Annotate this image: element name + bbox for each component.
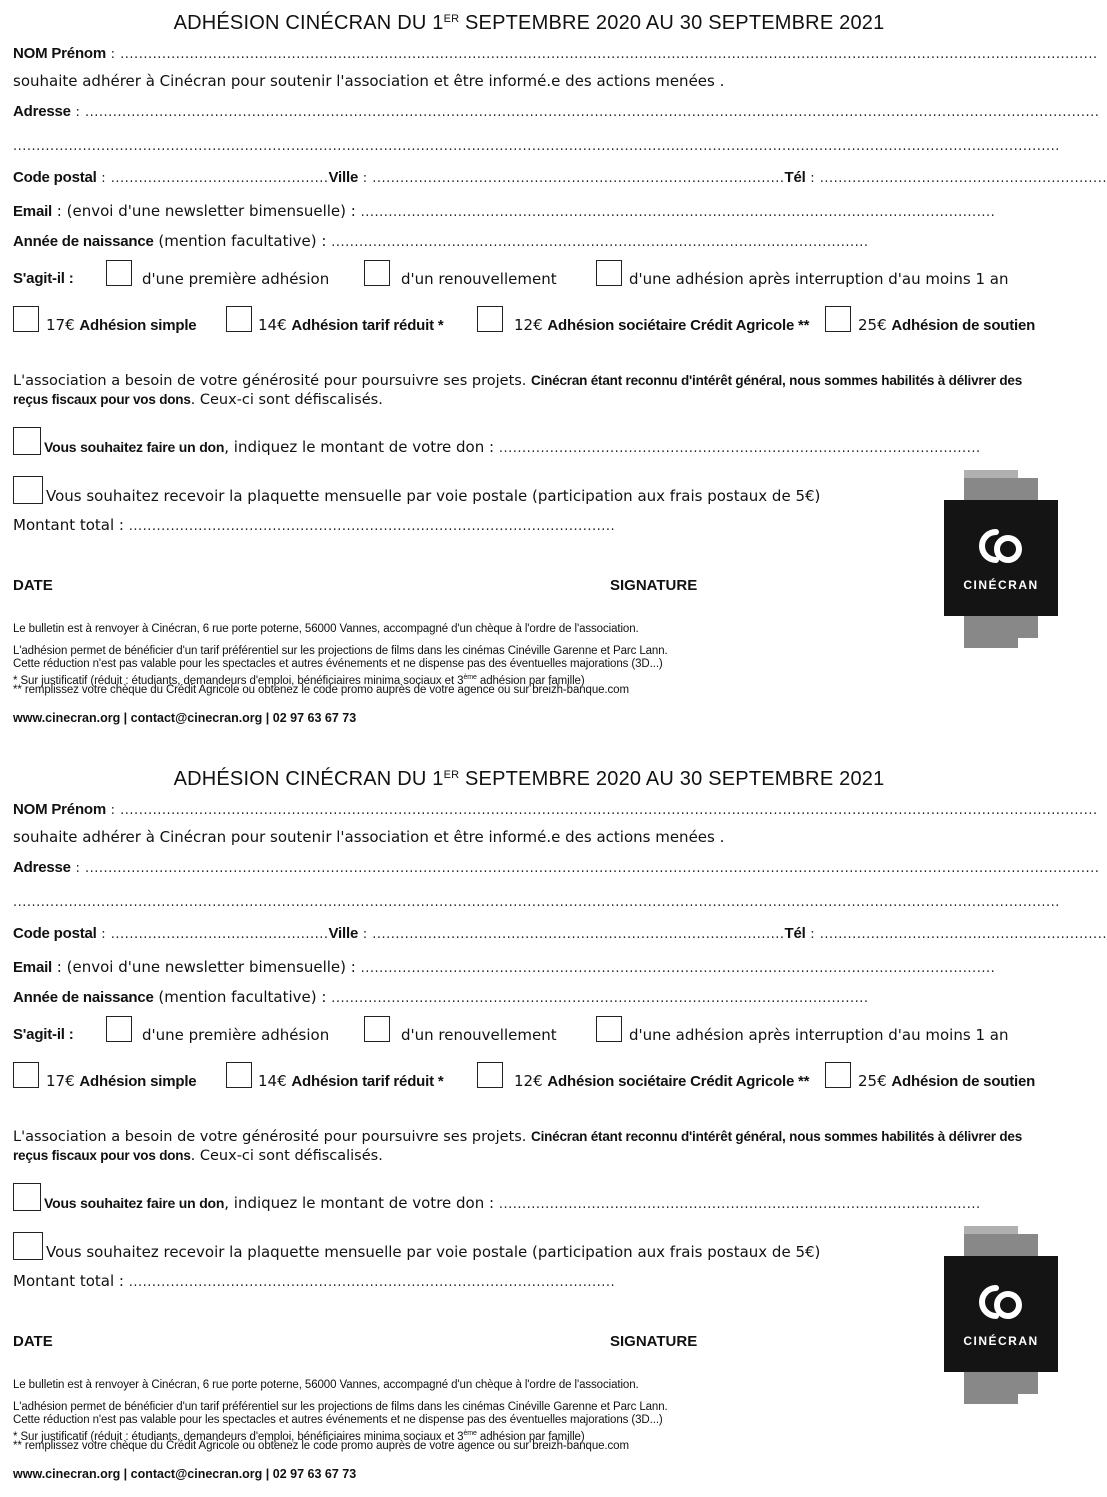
city-field[interactable]: : ......................................................................................... bbox=[358, 171, 785, 186]
total-row: Montant total : ......................................................................................................... bbox=[13, 516, 616, 534]
name-field[interactable]: : ................................................................................................................................................................................................................... bbox=[106, 47, 1098, 62]
donation-amount-field[interactable]: ........................................................................................................ bbox=[498, 1197, 981, 1212]
fee-credit-agricole-label: 12€ Adhésion sociétaire Crédit Agricole ** bbox=[514, 1072, 810, 1090]
email-row bbox=[13, 202, 995, 222]
donation-amount-field[interactable]: ........................................................................................................ bbox=[498, 441, 981, 456]
address-line2[interactable]: .................................................................................................................................................................................................................................. bbox=[13, 139, 1060, 154]
tel-label: Tél bbox=[784, 925, 806, 942]
form-title: ADHÉSION CINÉCRAN DU 1ER SEPTEMBRE 2020 AU 30 SEPTEMBRE 2021 bbox=[173, 12, 885, 34]
fee-support-checkbox[interactable] bbox=[825, 1062, 851, 1088]
email-label: Email bbox=[13, 203, 53, 220]
donation-checkbox[interactable] bbox=[13, 427, 41, 455]
adhere-text: souhaite adhérer à Cinécran pour soutenir l'association et être informé.e des actions menées . bbox=[13, 72, 725, 90]
birth-field[interactable]: .................................................................................................................... bbox=[331, 235, 869, 250]
postal-label: Code postal bbox=[13, 169, 97, 186]
address-row bbox=[13, 102, 1099, 122]
fee-reduced-checkbox[interactable] bbox=[226, 306, 252, 332]
birth-desc: (mention facultative) : bbox=[153, 988, 332, 1006]
generosity-text-2: reçus fiscaux pour vos dons. Ceux-ci sont défiscalisés. bbox=[13, 1148, 383, 1164]
name-row bbox=[13, 44, 1098, 64]
date-label: DATE bbox=[13, 1333, 53, 1350]
contact-info: www.cinecran.org | contact@cinecran.org | 02 97 63 67 73 bbox=[13, 1467, 357, 1481]
first-membership-checkbox[interactable] bbox=[106, 260, 132, 286]
date-label: DATE bbox=[13, 577, 53, 594]
address-field[interactable]: : ........................................................................................................................................................................................................................... bbox=[70, 105, 1100, 120]
signature-label: SIGNATURE bbox=[610, 577, 698, 594]
note-credit-agricole: ** remplissez votre chèque du Crédit Agricole ou obtenez le code promo auprès de votre agence ou sur breizh-banque.com bbox=[13, 684, 629, 696]
renewal-label: d'un renouvellement bbox=[401, 1026, 557, 1044]
address-label: Adresse bbox=[13, 103, 71, 120]
tel-field[interactable]: : .............................................................. bbox=[805, 927, 1107, 942]
note-discount: L'adhésion permet de bénéficier d'un tarif préférentiel sur les projections de films dans les cinémas Cinéville Garenne et Parc Lann. bbox=[13, 645, 668, 657]
cinecran-logo bbox=[944, 1234, 1058, 1404]
total-row: Montant total : ......................................................................................................... bbox=[13, 1272, 616, 1290]
cinecran-logo-icon bbox=[974, 526, 1028, 566]
birth-row bbox=[13, 232, 869, 252]
fee-reduced-checkbox[interactable] bbox=[226, 1062, 252, 1088]
city-label: Ville bbox=[328, 169, 359, 186]
total-field[interactable]: ......................................................................................................... bbox=[128, 1275, 616, 1290]
first-membership-label: d'une première adhésion bbox=[142, 1026, 330, 1044]
generosity-text-2: reçus fiscaux pour vos dons. Ceux-ci sont défiscalisés. bbox=[13, 392, 383, 408]
email-field[interactable]: ......................................................................................................................................... bbox=[360, 961, 996, 976]
newsletter-post-checkbox[interactable] bbox=[13, 1232, 43, 1260]
birth-field[interactable]: .................................................................................................................... bbox=[331, 991, 869, 1006]
note-discount: L'adhésion permet de bénéficier d'un tarif préférentiel sur les projections de films dans les cinémas Cinéville Garenne et Parc Lann. bbox=[13, 1401, 668, 1413]
fee-credit-agricole-checkbox[interactable] bbox=[477, 1062, 503, 1088]
newsletter-post-checkbox[interactable] bbox=[13, 476, 43, 504]
membership-form-top bbox=[0, 0, 1107, 740]
membership-form-bottom bbox=[0, 756, 1107, 1496]
reactivation-label: d'une adhésion après interruption d'au moins 1 an bbox=[629, 270, 1009, 288]
address-row bbox=[13, 858, 1099, 878]
postal-row bbox=[13, 168, 1107, 188]
email-row bbox=[13, 958, 995, 978]
donation-row: Vous souhaitez faire un don, indiquez le montant de votre don : ........................................................................................................ bbox=[44, 1194, 981, 1212]
fee-credit-agricole-label: 12€ Adhésion sociétaire Crédit Agricole ** bbox=[514, 316, 810, 334]
contact-info: www.cinecran.org | contact@cinecran.org | 02 97 63 67 73 bbox=[13, 711, 357, 725]
name-label: NOM Prénom bbox=[13, 801, 107, 818]
donation-checkbox[interactable] bbox=[13, 1183, 41, 1211]
renewal-label: d'un renouvellement bbox=[401, 270, 557, 288]
first-membership-label: d'une première adhésion bbox=[142, 270, 330, 288]
birth-row bbox=[13, 988, 869, 1008]
bulletin-text: Le bulletin est à renvoyer à Cinécran, 6 rue porte poterne, 56000 Vannes, accompagné d'un chèque à l'ordre de l'association. bbox=[13, 623, 639, 635]
postal-row bbox=[13, 924, 1107, 944]
postal-field[interactable]: : ............................................... bbox=[96, 171, 329, 186]
fee-support-label: 25€ Adhésion de soutien bbox=[858, 316, 1036, 334]
donation-row: Vous souhaitez faire un don, indiquez le montant de votre don : ........................................................................................................ bbox=[44, 438, 981, 456]
city-field[interactable]: : ......................................................................................... bbox=[358, 927, 785, 942]
sagit-label: S'agit-il : bbox=[13, 1026, 74, 1043]
address-field[interactable]: : ........................................................................................................................................................................................................................... bbox=[70, 861, 1100, 876]
email-desc: : (envoi d'une newsletter bimensuelle) : bbox=[52, 958, 361, 976]
note-exclusions: Cette réduction n'est pas valable pour les spectacles et autres événements et ne dispense pas des éventuelles majorations (3D...) bbox=[13, 1414, 663, 1426]
generosity-text: L'association a besoin de votre générosité pour poursuivre ses projets. Cinécran étant reconnu d'intérêt général, nous sommes habilités à délivrer des bbox=[13, 1129, 1023, 1145]
postal-field[interactable]: : ............................................... bbox=[96, 927, 329, 942]
fee-simple-label: 17€ Adhésion simple bbox=[46, 316, 197, 334]
reactivation-label: d'une adhésion après interruption d'au moins 1 an bbox=[629, 1026, 1009, 1044]
birth-label: Année de naissance bbox=[13, 989, 154, 1006]
newsletter-post-label: Vous souhaitez recevoir la plaquette mensuelle par voie postale (participation aux frais postaux de 5€) bbox=[46, 487, 821, 505]
note-exclusions: Cette réduction n'est pas valable pour les spectacles et autres événements et ne dispense pas des éventuelles majorations (3D...) bbox=[13, 658, 663, 670]
name-label: NOM Prénom bbox=[13, 45, 107, 62]
name-row bbox=[13, 800, 1098, 820]
fee-support-checkbox[interactable] bbox=[825, 306, 851, 332]
reactivation-checkbox[interactable] bbox=[596, 1016, 622, 1042]
signature-label: SIGNATURE bbox=[610, 1333, 698, 1350]
email-desc: : (envoi d'une newsletter bimensuelle) : bbox=[52, 202, 361, 220]
reactivation-checkbox[interactable] bbox=[596, 260, 622, 286]
postal-label: Code postal bbox=[13, 925, 97, 942]
logo-text: CINÉCRAN bbox=[963, 578, 1039, 592]
birth-label: Année de naissance bbox=[13, 233, 154, 250]
renewal-checkbox[interactable] bbox=[364, 260, 390, 286]
newsletter-post-label: Vous souhaitez recevoir la plaquette mensuelle par voie postale (participation aux frais postaux de 5€) bbox=[46, 1243, 821, 1261]
fee-simple-checkbox[interactable] bbox=[13, 1062, 39, 1088]
renewal-checkbox[interactable] bbox=[364, 1016, 390, 1042]
total-field[interactable]: ......................................................................................................... bbox=[128, 519, 616, 534]
note-reduced: * Sur justificatif (réduit : étudiants, demandeurs d'emploi, bénéficiaires minima sociaux et 3ème adhésion par famille) bbox=[13, 1430, 585, 1443]
fee-simple-label: 17€ Adhésion simple bbox=[46, 1072, 197, 1090]
tel-label: Tél bbox=[784, 169, 806, 186]
cinecran-logo bbox=[944, 478, 1058, 648]
fee-simple-checkbox[interactable] bbox=[13, 306, 39, 332]
first-membership-checkbox[interactable] bbox=[106, 1016, 132, 1042]
cinecran-logo-icon bbox=[974, 1282, 1028, 1322]
adhere-text: souhaite adhérer à Cinécran pour soutenir l'association et être informé.e des actions menées . bbox=[13, 828, 725, 846]
birth-desc: (mention facultative) : bbox=[153, 232, 332, 250]
email-field[interactable]: ......................................................................................................................................... bbox=[360, 205, 996, 220]
address-label: Adresse bbox=[13, 859, 71, 876]
fee-credit-agricole-checkbox[interactable] bbox=[477, 306, 503, 332]
fee-reduced-label: 14€ Adhésion tarif réduit * bbox=[258, 316, 444, 334]
address-line2[interactable]: .................................................................................................................................................................................................................................. bbox=[13, 895, 1060, 910]
sagit-label: S'agit-il : bbox=[13, 270, 74, 287]
generosity-text: L'association a besoin de votre générosité pour poursuivre ses projets. Cinécran étant reconnu d'intérêt général, nous sommes habilités à délivrer des bbox=[13, 373, 1023, 389]
note-reduced: * Sur justificatif (réduit : étudiants, demandeurs d'emploi, bénéficiaires minima sociaux et 3ème adhésion par famille) bbox=[13, 674, 585, 687]
logo-text: CINÉCRAN bbox=[963, 1334, 1039, 1348]
fee-reduced-label: 14€ Adhésion tarif réduit * bbox=[258, 1072, 444, 1090]
city-label: Ville bbox=[328, 925, 359, 942]
tel-field[interactable]: : .............................................................. bbox=[805, 171, 1107, 186]
bulletin-text: Le bulletin est à renvoyer à Cinécran, 6 rue porte poterne, 56000 Vannes, accompagné d'un chèque à l'ordre de l'association. bbox=[13, 1379, 639, 1391]
note-credit-agricole: ** remplissez votre chèque du Crédit Agricole ou obtenez le code promo auprès de votre agence ou sur breizh-banque.com bbox=[13, 1440, 629, 1452]
form-title: ADHÉSION CINÉCRAN DU 1ER SEPTEMBRE 2020 AU 30 SEPTEMBRE 2021 bbox=[173, 768, 885, 790]
fee-support-label: 25€ Adhésion de soutien bbox=[858, 1072, 1036, 1090]
email-label: Email bbox=[13, 959, 53, 976]
name-field[interactable]: : ................................................................................................................................................................................................................... bbox=[106, 803, 1098, 818]
